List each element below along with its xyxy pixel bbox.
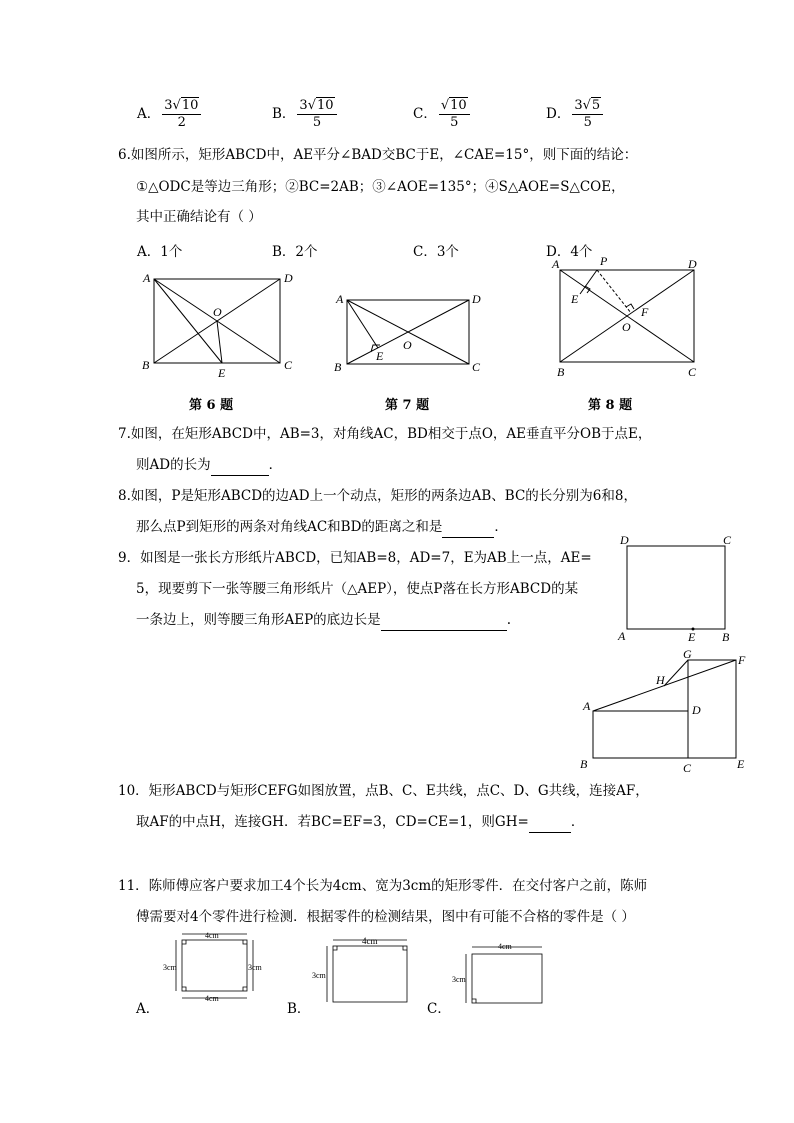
fig6-label-b: B xyxy=(142,358,150,372)
q6-option-d: D．4个 xyxy=(546,244,593,260)
q5-option-a: A． $\frac{3√10}{2}$ xyxy=(137,98,201,131)
fig6-label-o: O xyxy=(213,305,222,319)
q11b-dim-top: 4cm xyxy=(362,936,378,946)
q5-option-c: C． $\frac{√10}{5}$ xyxy=(413,98,470,131)
q11a-dim-left: 3cm xyxy=(163,963,177,972)
q8-line1: 8.如图，P是矩形ABCD的边AD上一个动点，矩形的两条边AB、BC的长分别为6和8， xyxy=(118,488,637,504)
fig9-label-c: C xyxy=(723,533,732,547)
fig9-label-d: D xyxy=(620,533,629,547)
q10-line1: 10．矩形ABCD与矩形CEFG如图放置，点B、C、E共线，点C、D、G共线，连接AF， xyxy=(118,783,649,799)
fig6-label-c: C xyxy=(284,358,293,372)
q11a-dim-right: 3cm xyxy=(248,963,262,972)
q9-line1: 9．如图是一张长方形纸片ABCD，已知AB=8，AD=7，E为AB上一点，AE= xyxy=(118,550,592,566)
fig7-label-d: D xyxy=(472,292,481,306)
fig10-label-g: G xyxy=(683,647,692,661)
q10-answer-blank xyxy=(529,812,571,833)
fig7-label-a: A xyxy=(336,292,344,306)
fig8-label-c: C xyxy=(688,365,697,379)
fig10-label-h: H xyxy=(656,673,665,687)
fig6-caption: 第 6 题 xyxy=(189,398,234,413)
fig9-label-a: A xyxy=(618,629,626,643)
q8-line2: 那么点P到矩形的两条对角线AC和BD的距离之和是 ． xyxy=(136,517,508,538)
fig9-label-e: E xyxy=(688,630,696,644)
q6-option-a: A．1个 xyxy=(137,244,183,260)
fig7-label-c: C xyxy=(472,360,481,374)
fig10-label-d: D xyxy=(692,703,701,717)
fig10-label-a: A xyxy=(583,699,591,713)
q6-line2: ①△ODC是等边三角形；②BC=2AB；③∠AOE=135°；④S△AOE=S△COE， xyxy=(136,179,625,195)
q9-line3: 一条边上，则等腰三角形AEP的底边长是 . xyxy=(136,610,511,631)
fig8-label-b: B xyxy=(557,365,565,379)
fig8-label-o: O xyxy=(622,320,631,334)
fig10-label-b: B xyxy=(580,757,588,771)
q11c-dim-top: 4cm xyxy=(498,942,512,951)
fig6-label-e: E xyxy=(218,366,226,380)
q11a-dim-top: 4cm xyxy=(205,931,219,940)
fig10-label-e: E xyxy=(737,757,745,771)
fig7-label-b: B xyxy=(334,360,342,374)
fig6-label-d: D xyxy=(284,271,293,285)
fig7-caption: 第 7 题 xyxy=(385,398,430,413)
q7-line2: 则AD的长为 ． xyxy=(136,455,282,476)
q9-answer-blank xyxy=(381,610,507,631)
fig7-label-o: O xyxy=(403,338,412,352)
fig8-label-p: P xyxy=(600,254,608,268)
q6-line1: 6.如图所示，矩形ABCD中，AE平分∠BAD交BC于E，∠CAE=15°，则下面的结论： xyxy=(118,147,638,163)
q11-option-a: A． xyxy=(136,1001,160,1017)
q6-option-c: C．3个 xyxy=(413,244,459,260)
q7-line1: 7.如图，在矩形ABCD中，AB=3，对角线AC，BD相交于点O，AE垂直平分OB于点E， xyxy=(118,426,652,442)
q8-answer-blank xyxy=(442,517,494,538)
q10-line2: 取AF的中点H，连接GH．若BC=EF=3，CD=CE=1，则GH= ． xyxy=(136,812,584,833)
fig7-label-e: E xyxy=(376,349,384,363)
q11a-dim-bottom: 4cm xyxy=(205,994,219,1003)
q6-line3: 其中正确结论有（ ） xyxy=(136,209,262,225)
q11-line1: 11．陈师傅应客户要求加工4个长为4cm、宽为3cm的矩形零件．在交付客户之前，陈师 xyxy=(118,878,648,894)
fig10-label-c: C xyxy=(683,761,692,775)
q11-line2: 傅需要对4个零件进行检测．根据零件的检测结果，图中有可能不合格的零件是（ ） xyxy=(136,909,635,925)
q11-option-c: C． xyxy=(427,1001,451,1017)
fig8-label-a: A xyxy=(552,257,560,271)
q5-option-b: B． $\frac{3√10}{5}$ xyxy=(272,98,337,131)
fig8-label-e: E xyxy=(571,292,579,306)
q11-option-b: B． xyxy=(287,1001,311,1017)
q5-option-d: D． $\frac{3√5}{5}$ xyxy=(546,98,603,131)
fig9-label-b: B xyxy=(722,630,730,644)
q7-answer-blank xyxy=(211,455,269,476)
q11b-dim-left: 3cm xyxy=(312,971,326,980)
q11c-dim-left: 3cm xyxy=(452,975,466,984)
fig8-caption: 第 8 题 xyxy=(588,398,633,413)
q6-option-b: B．2个 xyxy=(272,244,318,260)
fig8-label-f: F xyxy=(641,305,649,319)
q9-line2: 5，现要剪下一张等腰三角形纸片（△AEP），使点P落在长方形ABCD的某 xyxy=(136,581,579,597)
fig10-label-f: F xyxy=(738,653,746,667)
fig8-label-d: D xyxy=(688,257,697,271)
fig6-label-a: A xyxy=(143,271,151,285)
